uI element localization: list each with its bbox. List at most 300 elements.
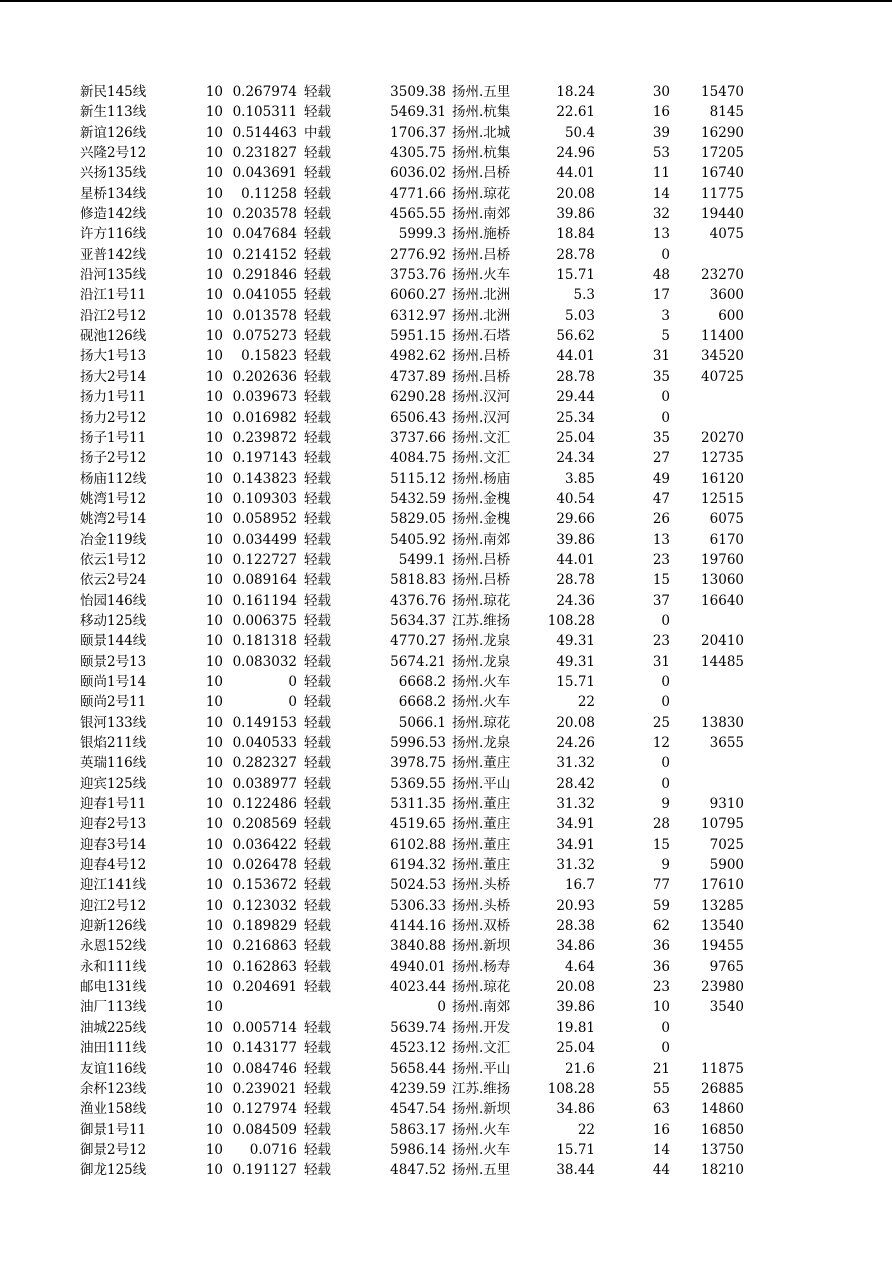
load-ratio-cell: 0.105311: [232, 104, 297, 121]
distance-cell: 4.64: [564, 958, 595, 975]
distance-cell: 34.86: [556, 938, 595, 955]
line-name-cell: 扬力2号12: [80, 409, 147, 426]
line-name-cell: 砚池126线: [80, 328, 147, 345]
table-row: [0, 774, 892, 794]
load-ratio-cell: 0.202636: [232, 368, 297, 385]
value-cell: 5024.53: [390, 877, 446, 894]
value-cell: 4847.52: [390, 1162, 446, 1179]
table-row: [0, 977, 892, 997]
load-ratio-cell: 0.161194: [232, 592, 297, 609]
count-cell: 16: [652, 104, 670, 121]
value-cell: 5818.83: [390, 572, 446, 589]
table-row: [0, 733, 892, 753]
voltage-cell: 10: [205, 531, 223, 548]
load-ratio-cell: 0.005714: [232, 1019, 297, 1036]
count-cell: 0: [661, 673, 670, 690]
table-row: [0, 997, 892, 1017]
voltage-cell: 10: [205, 938, 223, 955]
substation-cell: 扬州.施桥: [452, 226, 511, 243]
load-type-cell: 轻载: [304, 1080, 331, 1097]
capacity-cell: 10795: [701, 816, 744, 833]
voltage-cell: 10: [205, 1121, 223, 1138]
table-row: [0, 1038, 892, 1058]
load-ratio-cell: 0.039673: [232, 389, 297, 406]
substation-cell: 扬州.董庄: [452, 796, 511, 813]
substation-cell: 扬州.南郊: [452, 999, 511, 1016]
capacity-cell: 4075: [709, 226, 744, 243]
distance-cell: 5.03: [564, 307, 595, 324]
line-name-cell: 渔业158线: [80, 1101, 147, 1118]
line-name-cell: 沿江1号11: [80, 287, 147, 304]
load-ratio-cell: 0.11258: [241, 185, 297, 202]
load-ratio-cell: 0.040533: [232, 735, 297, 751]
value-cell: 4023.44: [390, 979, 446, 996]
table-row: [0, 652, 892, 672]
value-cell: 5674.21: [390, 653, 446, 670]
load-ratio-cell: 0.041055: [232, 287, 297, 304]
load-type-cell: 轻载: [304, 796, 331, 813]
line-name-cell: 颐景144线: [80, 633, 147, 650]
count-cell: 23: [652, 979, 670, 996]
count-cell: 13: [652, 226, 670, 243]
load-type-cell: 轻载: [304, 735, 331, 751]
capacity-cell: 9765: [709, 958, 744, 975]
value-cell: 4940.01: [390, 958, 446, 975]
table-row: [0, 875, 892, 895]
line-name-cell: 颐尚2号11: [80, 694, 147, 711]
substation-cell: 扬州.火车: [452, 673, 511, 690]
value-cell: 3753.76: [390, 267, 446, 284]
table-row: [0, 753, 892, 773]
count-cell: 25: [652, 714, 670, 731]
distance-cell: 28.78: [556, 572, 595, 589]
distance-cell: 39.86: [556, 999, 595, 1016]
count-cell: 14: [652, 185, 670, 202]
table-row: [0, 184, 892, 204]
line-name-cell: 御景2号12: [80, 1141, 147, 1158]
load-type-cell: 轻载: [304, 918, 331, 935]
value-cell: 3509.38: [390, 84, 446, 100]
load-type-cell: 轻载: [304, 653, 331, 670]
load-ratio-cell: 0.203578: [232, 206, 297, 223]
count-cell: 23: [652, 551, 670, 568]
value-cell: 3737.66: [390, 429, 446, 446]
substation-cell: 江苏.维扬: [452, 1080, 511, 1097]
voltage-cell: 10: [205, 287, 223, 304]
distance-cell: 39.86: [556, 531, 595, 548]
count-cell: 63: [652, 1101, 670, 1118]
count-cell: 3: [661, 307, 670, 324]
capacity-cell: 13060: [701, 572, 744, 589]
load-type-cell: 轻载: [304, 185, 331, 202]
count-cell: 0: [661, 409, 670, 426]
table-row: [0, 408, 892, 428]
value-cell: 5405.92: [390, 531, 446, 548]
distance-cell: 28.42: [556, 775, 595, 792]
substation-cell: 扬州.金槐: [452, 511, 511, 528]
capacity-cell: 11775: [701, 185, 744, 202]
line-name-cell: 御龙125线: [80, 1162, 147, 1179]
count-cell: 35: [652, 368, 670, 385]
table-row: [0, 550, 892, 570]
voltage-cell: 10: [205, 775, 223, 792]
distance-cell: 22.61: [556, 104, 595, 121]
distance-cell: 28.78: [556, 246, 595, 263]
load-type-cell: 轻载: [304, 714, 331, 731]
count-cell: 31: [652, 653, 670, 670]
table-row: [0, 1059, 892, 1079]
load-ratio-cell: 0.153672: [232, 877, 297, 894]
line-name-cell: 沿江2号12: [80, 307, 147, 324]
voltage-cell: 10: [205, 206, 223, 223]
capacity-cell: 5900: [709, 857, 744, 874]
load-ratio-cell: 0.109303: [232, 490, 297, 507]
line-name-cell: 扬大1号13: [80, 348, 147, 365]
distance-cell: 18.84: [556, 226, 595, 243]
table-row: [0, 1079, 892, 1099]
capacity-cell: 16290: [701, 124, 744, 141]
line-name-cell: 新谊126线: [80, 124, 147, 141]
line-name-cell: 依云2号24: [80, 572, 147, 589]
load-type-cell: 轻载: [304, 267, 331, 284]
count-cell: 17: [652, 287, 670, 304]
capacity-cell: 12735: [701, 450, 744, 467]
substation-cell: 扬州.文汇: [452, 450, 511, 467]
voltage-cell: 10: [205, 429, 223, 446]
capacity-cell: 13540: [701, 918, 744, 935]
value-cell: 0: [437, 999, 446, 1016]
count-cell: 53: [652, 145, 670, 162]
substation-cell: 扬州.龙泉: [452, 633, 511, 650]
value-cell: 5499.1: [398, 551, 446, 568]
distance-cell: 44.01: [556, 551, 595, 568]
substation-cell: 扬州.龙泉: [452, 653, 511, 670]
count-cell: 0: [661, 755, 670, 772]
distance-cell: 40.54: [556, 490, 595, 507]
table-row: [0, 143, 892, 163]
load-ratio-cell: 0.214152: [232, 246, 297, 263]
value-cell: 6668.2: [398, 694, 446, 711]
capacity-cell: 13750: [701, 1141, 744, 1158]
line-name-cell: 颐景2号13: [80, 653, 147, 670]
distance-cell: 108.28: [547, 612, 595, 629]
voltage-cell: 10: [205, 470, 223, 487]
substation-cell: 扬州.火车: [452, 694, 511, 711]
voltage-cell: 10: [205, 796, 223, 813]
voltage-cell: 10: [205, 735, 223, 751]
load-type-cell: 轻载: [304, 612, 331, 629]
voltage-cell: 10: [205, 84, 223, 100]
value-cell: 5432.59: [390, 490, 446, 507]
load-ratio-cell: 0.127974: [232, 1101, 297, 1118]
table-row: [0, 387, 892, 407]
line-name-cell: 御景1号11: [80, 1121, 147, 1138]
value-cell: 5829.05: [390, 511, 446, 528]
load-type-cell: 轻载: [304, 938, 331, 955]
table-row: [0, 1099, 892, 1119]
table-row: [0, 448, 892, 468]
distance-cell: 29.66: [556, 511, 595, 528]
value-cell: 5369.55: [390, 775, 446, 792]
capacity-cell: 13285: [701, 897, 744, 914]
count-cell: 0: [661, 246, 670, 263]
substation-cell: 扬州.火车: [452, 1141, 511, 1158]
distance-cell: 28.38: [556, 918, 595, 935]
load-ratio-cell: 0.162863: [232, 958, 297, 975]
distance-cell: 38.44: [556, 1162, 595, 1179]
value-cell: 3840.88: [390, 938, 446, 955]
value-cell: 5999.3: [398, 226, 446, 243]
value-cell: 6194.32: [390, 857, 446, 874]
load-ratio-cell: 0: [288, 694, 297, 711]
voltage-cell: 10: [205, 612, 223, 629]
count-cell: 23: [652, 633, 670, 650]
count-cell: 14: [652, 1141, 670, 1158]
line-name-cell: 油田111线: [80, 1040, 147, 1057]
substation-cell: 扬州.北洲: [452, 307, 511, 324]
load-ratio-cell: 0.122727: [232, 551, 297, 568]
distance-cell: 20.08: [556, 979, 595, 996]
load-type-cell: 轻载: [304, 877, 331, 894]
substation-cell: 扬州.杨寿: [452, 958, 511, 975]
line-name-cell: 迎春4号12: [80, 857, 147, 874]
load-type-cell: 轻载: [304, 104, 331, 121]
substation-cell: 扬州.北洲: [452, 287, 511, 304]
line-name-cell: 依云1号12: [80, 551, 147, 568]
table-row: [0, 469, 892, 489]
line-name-cell: 杨庙112线: [80, 470, 147, 487]
line-name-cell: 银焰211线: [80, 735, 147, 751]
load-type-cell: 轻载: [304, 531, 331, 548]
load-type-cell: 轻载: [304, 84, 331, 100]
load-ratio-cell: 0.016982: [232, 409, 297, 426]
count-cell: 36: [652, 938, 670, 955]
count-cell: 30: [652, 84, 670, 100]
load-ratio-cell: 0.123032: [232, 897, 297, 914]
capacity-cell: 19455: [701, 938, 744, 955]
distance-cell: 44.01: [556, 165, 595, 182]
value-cell: 4565.55: [390, 206, 446, 223]
capacity-cell: 16120: [701, 470, 744, 487]
load-ratio-cell: 0.149153: [232, 714, 297, 731]
table-row: [0, 509, 892, 529]
line-name-cell: 亚普142线: [80, 246, 147, 263]
table-row: [0, 713, 892, 733]
table-row: [0, 896, 892, 916]
voltage-cell: 10: [205, 816, 223, 833]
count-cell: 9: [661, 796, 670, 813]
capacity-cell: 17205: [701, 145, 744, 162]
load-type-cell: 轻载: [304, 592, 331, 609]
count-cell: 32: [652, 206, 670, 223]
table-row: [0, 285, 892, 305]
table-row: [0, 123, 892, 143]
capacity-cell: 34520: [701, 348, 744, 365]
line-name-cell: 颐尚1号14: [80, 673, 147, 690]
count-cell: 0: [661, 612, 670, 629]
substation-cell: 扬州.琼花: [452, 714, 511, 731]
value-cell: 5634.37: [390, 612, 446, 629]
voltage-cell: 10: [205, 653, 223, 670]
voltage-cell: 10: [205, 348, 223, 365]
line-name-cell: 兴扬135线: [80, 165, 147, 182]
capacity-cell: 16740: [701, 165, 744, 182]
table-row: [0, 530, 892, 550]
count-cell: 49: [652, 470, 670, 487]
distance-cell: 3.85: [564, 470, 595, 487]
substation-cell: 扬州.平山: [452, 1060, 511, 1077]
line-name-cell: 冶金119线: [80, 531, 147, 548]
distance-cell: 15.71: [556, 673, 595, 690]
distance-cell: 39.86: [556, 206, 595, 223]
distance-cell: 24.36: [556, 592, 595, 609]
table-row: [0, 794, 892, 814]
capacity-cell: 3600: [709, 287, 744, 304]
voltage-cell: 10: [205, 450, 223, 467]
line-name-cell: 移动125线: [80, 612, 147, 629]
count-cell: 28: [652, 816, 670, 833]
table-row: [0, 814, 892, 834]
distance-cell: 18.24: [556, 84, 595, 100]
load-type-cell: 轻载: [304, 348, 331, 365]
table-row: [0, 1120, 892, 1140]
capacity-cell: 6075: [709, 511, 744, 528]
line-name-cell: 怡园146线: [80, 592, 147, 609]
count-cell: 27: [652, 450, 670, 467]
value-cell: 5469.31: [390, 104, 446, 121]
table-row: [0, 855, 892, 875]
distance-cell: 24.96: [556, 145, 595, 162]
load-ratio-cell: 0.514463: [232, 124, 297, 141]
load-type-cell: 轻载: [304, 328, 331, 345]
value-cell: 4305.75: [390, 145, 446, 162]
voltage-cell: 10: [205, 1019, 223, 1036]
capacity-cell: 15470: [701, 84, 744, 100]
voltage-cell: 10: [205, 409, 223, 426]
value-cell: 5311.35: [390, 796, 446, 813]
load-type-cell: 轻载: [304, 165, 331, 182]
substation-cell: 扬州.北城: [452, 124, 511, 141]
load-ratio-cell: 0.282327: [232, 755, 297, 772]
value-cell: 4982.62: [390, 348, 446, 365]
value-cell: 5658.44: [390, 1060, 446, 1077]
voltage-cell: 10: [205, 1040, 223, 1057]
load-ratio-cell: 0.034499: [232, 531, 297, 548]
count-cell: 55: [652, 1080, 670, 1097]
value-cell: 4084.75: [390, 450, 446, 467]
table-row: [0, 936, 892, 956]
load-ratio-cell: 0: [288, 673, 297, 690]
value-cell: 2776.92: [390, 246, 446, 263]
substation-cell: 扬州.琼花: [452, 592, 511, 609]
load-ratio-cell: 0.191127: [232, 1162, 297, 1179]
line-name-cell: 沿河135线: [80, 267, 147, 284]
distance-cell: 25.04: [556, 1040, 595, 1057]
load-type-cell: 轻载: [304, 490, 331, 507]
distance-cell: 49.31: [556, 633, 595, 650]
load-type-cell: 轻载: [304, 470, 331, 487]
distance-cell: 108.28: [547, 1080, 595, 1097]
substation-cell: 扬州.吕桥: [452, 246, 511, 263]
load-type-cell: 轻载: [304, 409, 331, 426]
count-cell: 37: [652, 592, 670, 609]
count-cell: 35: [652, 429, 670, 446]
distance-cell: 25.04: [556, 429, 595, 446]
load-ratio-cell: 0.239872: [232, 429, 297, 446]
load-ratio-cell: 0.006375: [232, 612, 297, 629]
capacity-cell: 13830: [701, 714, 744, 731]
line-name-cell: 永和111线: [80, 958, 147, 975]
voltage-cell: 10: [205, 836, 223, 853]
voltage-cell: 10: [205, 979, 223, 996]
substation-cell: 扬州.吕桥: [452, 551, 511, 568]
load-type-cell: 轻载: [304, 1162, 331, 1179]
line-name-cell: 姚湾2号14: [80, 511, 147, 528]
voltage-cell: 10: [205, 714, 223, 731]
count-cell: 12: [652, 735, 670, 751]
load-type-cell: 轻载: [304, 429, 331, 446]
voltage-cell: 10: [205, 511, 223, 528]
value-cell: 6036.02: [390, 165, 446, 182]
load-ratio-cell: 0.013578: [232, 307, 297, 324]
count-cell: 0: [661, 1019, 670, 1036]
substation-cell: 扬州.吕桥: [452, 348, 511, 365]
voltage-cell: 10: [205, 897, 223, 914]
substation-cell: 扬州.董庄: [452, 816, 511, 833]
distance-cell: 31.32: [556, 857, 595, 874]
load-ratio-cell: 0.058952: [232, 511, 297, 528]
load-type-cell: 轻载: [304, 1101, 331, 1118]
table-row: [0, 1018, 892, 1038]
count-cell: 11: [652, 165, 670, 182]
capacity-cell: 20410: [701, 633, 744, 650]
table-row: [0, 306, 892, 326]
count-cell: 0: [661, 694, 670, 711]
table-row: [0, 1160, 892, 1180]
substation-cell: 扬州.新坝: [452, 938, 511, 955]
distance-cell: 34.91: [556, 836, 595, 853]
load-type-cell: 轻载: [304, 1121, 331, 1138]
value-cell: 5996.53: [390, 735, 446, 751]
table-row: [0, 957, 892, 977]
load-ratio-cell: 0.075273: [232, 328, 297, 345]
load-type-cell: 轻载: [304, 287, 331, 304]
value-cell: 4771.66: [390, 185, 446, 202]
substation-cell: 扬州.文汇: [452, 1040, 511, 1057]
substation-cell: 扬州.南郊: [452, 206, 511, 223]
load-ratio-cell: 0.267974: [232, 84, 297, 100]
load-ratio-cell: 0.083032: [232, 653, 297, 670]
capacity-cell: 9310: [709, 796, 744, 813]
distance-cell: 31.32: [556, 755, 595, 772]
distance-cell: 28.78: [556, 368, 595, 385]
substation-cell: 扬州.汉河: [452, 409, 511, 426]
load-type-cell: 轻载: [304, 857, 331, 874]
count-cell: 48: [652, 267, 670, 284]
count-cell: 15: [652, 836, 670, 853]
voltage-cell: 10: [205, 1101, 223, 1118]
line-name-cell: 油厂113线: [80, 999, 147, 1016]
substation-cell: 扬州.五里: [452, 84, 511, 100]
capacity-cell: 11400: [701, 328, 744, 345]
substation-cell: 扬州.董庄: [452, 857, 511, 874]
table-row: [0, 224, 892, 244]
count-cell: 62: [652, 918, 670, 935]
line-name-cell: 迎宾125线: [80, 775, 147, 792]
voltage-cell: 10: [205, 1141, 223, 1158]
capacity-cell: 12515: [701, 490, 744, 507]
voltage-cell: 10: [205, 572, 223, 589]
